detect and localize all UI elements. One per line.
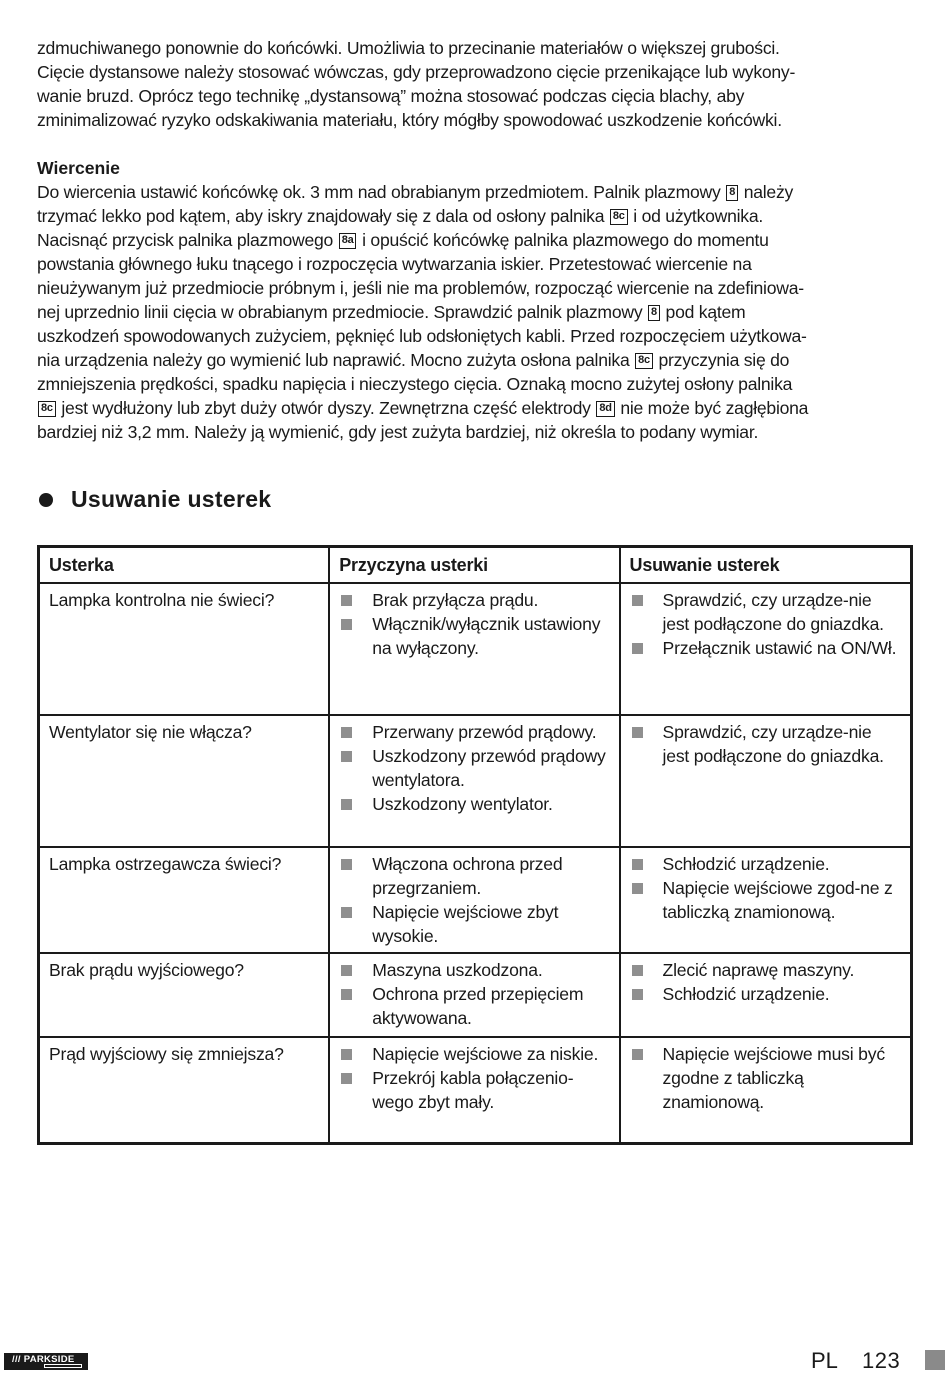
column-header-remedy: Usuwanie usterek <box>620 547 912 584</box>
list-item: Schłodzić urządzenie. <box>630 982 902 1006</box>
remedy-cell <box>620 715 912 847</box>
text: przyczynia się do <box>658 350 790 370</box>
logo-subbar <box>44 1364 82 1368</box>
remedies-list <box>630 1042 902 1114</box>
cause-cell <box>329 847 619 953</box>
list-item: Napięcie wejściowe zgod-ne z tabliczką znamionową. <box>630 876 902 924</box>
part-ref-badge: 8c <box>635 353 653 369</box>
remedy-cell <box>620 847 912 953</box>
remedies-list <box>630 588 902 660</box>
list-item: Ochrona przed przepięciem aktywowana. <box>339 982 610 1030</box>
page-marker-square <box>925 1350 945 1370</box>
bullet-icon <box>39 493 53 507</box>
list-item: Przerwany przewód prądowy. <box>339 720 610 744</box>
drilling-line: uszkodzeń spowodowanych zużyciem, pęknięć lub odsłoniętych kabli. Przed rozpoczęciem użytkowa- <box>37 326 807 346</box>
causes-list <box>339 1042 610 1114</box>
part-ref-badge: 8d <box>596 401 614 417</box>
fault-cell: Lampka ostrzegawcza świeci? <box>39 847 330 953</box>
section-heading <box>37 486 271 513</box>
fault-cell: Wentylator się nie włącza? <box>39 715 330 847</box>
list-item: Przełącznik ustawić na ON/Wł. <box>630 636 902 660</box>
list-item: Napięcie wejściowe zbyt wysokie. <box>339 900 610 948</box>
text: pod kątem <box>665 302 746 322</box>
part-ref-badge: 8c <box>38 401 56 417</box>
parkside-logo <box>4 1353 88 1370</box>
page-content <box>37 36 913 444</box>
table-row <box>39 1037 912 1143</box>
drilling-line <box>37 180 913 204</box>
part-ref-badge: 8 <box>726 185 738 201</box>
fault-cell: Brak prądu wyjściowego? <box>39 953 330 1037</box>
cause-cell <box>329 715 619 847</box>
drilling-line <box>37 228 913 252</box>
text: trzymać lekko pod kątem, aby iskry znajdowały się z dala od osłony palnika <box>37 206 605 226</box>
fault-cell: Prąd wyjściowy się zmniejsza? <box>39 1037 330 1143</box>
text: należy <box>743 182 794 202</box>
intro-line: Cięcie dystansowe należy stosować wówczas, gdy przeprowadzono cięcie przenikające lub wykony- <box>37 62 796 82</box>
list-item: Schłodzić urządzenie. <box>630 852 902 876</box>
remedy-cell <box>620 1037 912 1143</box>
drilling-paragraph <box>37 180 913 444</box>
page-number: 123 <box>862 1348 901 1373</box>
cause-cell <box>329 583 619 715</box>
remedy-cell <box>620 583 912 715</box>
part-ref-badge: 8c <box>610 209 628 225</box>
drilling-line: powstania głównego łuku tnącego i rozpoczęcia wytwarzania iskier. Przetestować wiercenie na <box>37 254 752 274</box>
cause-cell <box>329 953 619 1037</box>
text: nej uprzednio linii cięcia w obrabianym przedmiocie. Sprawdzić palnik plazmowy <box>37 302 643 322</box>
remedies-list <box>630 852 902 924</box>
table-row <box>39 583 912 715</box>
drilling-line <box>37 204 913 228</box>
drilling-line: bardziej niż 3,2 mm. Należy ją wymienić, gdy jest zużyta bardziej, niż określa to podany wymiar. <box>37 422 759 442</box>
language-code: PL <box>811 1348 838 1373</box>
causes-list <box>339 720 610 816</box>
text: nia urządzenia należy go wymienić lub naprawić. Mocno zużyta osłona palnika <box>37 350 630 370</box>
remedies-list <box>630 958 902 1006</box>
list-item: Sprawdzić, czy urządze-nie jest podłączone do gniazdka. <box>630 720 902 768</box>
text: Do wiercenia ustawić końcówkę ok. 3 mm nad obrabianym przedmiotem. Palnik plazmowy <box>37 182 721 202</box>
table-row <box>39 953 912 1037</box>
intro-paragraph <box>37 36 913 132</box>
intro-line: zminimalizować ryzyko odskakiwania materiału, który mógłby spowodować uszkodzenie końcówki. <box>37 110 782 130</box>
list-item: Sprawdzić, czy urządze-nie jest podłączone do gniazdka. <box>630 588 902 636</box>
list-item: Uszkodzony przewód prądowy wentylatora. <box>339 744 610 792</box>
intro-line: wanie bruzd. Oprócz tego technikę „dystansową” można stosować podczas cięcia blachy, aby <box>37 86 745 106</box>
table-body <box>39 583 912 1143</box>
drilling-line <box>37 396 913 420</box>
section-title-text: Usuwanie usterek <box>71 486 272 512</box>
fault-cell: Lampka kontrolna nie świeci? <box>39 583 330 715</box>
list-item: Włącznik/wyłącznik ustawiony na wyłączony. <box>339 612 610 660</box>
part-ref-badge: 8a <box>339 233 357 249</box>
list-item: Napięcie wejściowe musi być zgodne z tabliczką znamionową. <box>630 1042 902 1114</box>
text: Nacisnąć przycisk palnika plazmowego <box>37 230 334 250</box>
causes-list <box>339 852 610 948</box>
text: i od użytkownika. <box>633 206 764 226</box>
remedy-cell <box>620 953 912 1037</box>
table-header-row <box>39 547 912 584</box>
troubleshooting-table <box>37 545 913 1145</box>
drilling-heading: Wiercenie <box>37 158 120 178</box>
drilling-line <box>37 348 913 372</box>
part-ref-badge: 8 <box>648 305 660 321</box>
brand-text: /// PARKSIDE <box>12 1354 75 1365</box>
causes-list <box>339 958 610 1030</box>
list-item: Przekrój kabla połączenio-wego zbyt mały. <box>339 1066 610 1114</box>
drilling-line: zmniejszenia prędkości, spadku napięcia i nieczystego cięcia. Oznaką mocno zużytej osłony palnika <box>37 374 793 394</box>
column-header-fault: Usterka <box>39 547 330 584</box>
remedies-list <box>630 720 902 768</box>
column-header-cause: Przyczyna usterki <box>329 547 619 584</box>
drilling-line: nieużywanym już przedmiocie próbnym i, jeśli nie ma problemów, rozpocząć wiercenie na zdefiniowa- <box>37 278 804 298</box>
intro-line: zdmuchiwanego ponownie do końcówki. Umożliwia to przecinanie materiałów o większej grubości. <box>37 38 780 58</box>
text: jest wydłużony lub zbyt duży otwór dyszy. Zewnętrzna część elektrody <box>61 398 591 418</box>
list-item: Maszyna uszkodzona. <box>339 958 610 982</box>
text: i opuścić końcówkę palnika plazmowego do momentu <box>362 230 769 250</box>
table-row <box>39 847 912 953</box>
drilling-line <box>37 300 913 324</box>
cause-cell <box>329 1037 619 1143</box>
causes-list <box>339 588 610 660</box>
table-row <box>39 715 912 847</box>
text: nie może być zagłębiona <box>620 398 809 418</box>
list-item: Brak przyłącza prądu. <box>339 588 610 612</box>
list-item: Napięcie wejściowe za niskie. <box>339 1042 610 1066</box>
list-item: Uszkodzony wentylator. <box>339 792 610 816</box>
list-item: Włączona ochrona przed przegrzaniem. <box>339 852 610 900</box>
list-item: Zlecić naprawę maszyny. <box>630 958 902 982</box>
